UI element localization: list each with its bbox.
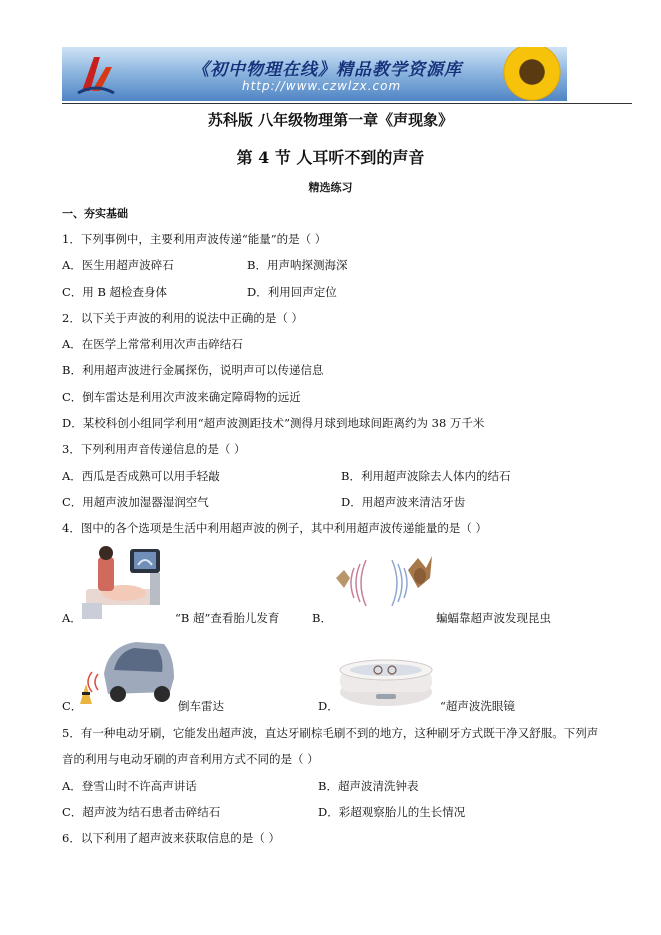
q1-option-a: A．医生用超声波碎石: [62, 258, 174, 272]
q5-option-a: A．登雪山时不许高声讲话: [62, 779, 197, 793]
q4-option-d-caption: “超声波洗眼镜: [440, 699, 515, 713]
q4-option-a-caption: “B 超”查看胎儿发育: [175, 611, 280, 625]
section-title: 第 4 节 人耳听不到的声音: [236, 148, 425, 167]
subtitle: 精选练习: [308, 181, 353, 194]
q4-option-b-letter: B．: [312, 611, 332, 625]
q4-option-b-caption: 蝙蝠靠超声波发现昆虫: [436, 611, 551, 625]
q5-option-b: B．超声波清洗钟表: [318, 779, 419, 793]
q1-option-d: D．利用回声定位: [247, 285, 337, 299]
document-title: 苏科版 八年级物理第一章《声现象》: [207, 111, 454, 129]
q2-option-a: A．在医学上常常利用次声击碎结石: [62, 337, 243, 351]
q4-option-c-letter: C．: [62, 699, 83, 713]
q2-stem: 2．以下关于声波的利用的说法中正确的是（ ）: [62, 311, 303, 325]
header-banner: [62, 47, 567, 101]
q4-option-c-caption: 倒车雷达: [178, 699, 224, 713]
q2-option-c: C．倒车雷达是利用次声波来确定障碍物的远近: [62, 390, 301, 404]
q6-stem: 6．以下利用了超声波来获取信息的是（ ）: [62, 831, 280, 845]
bat-echolocation-image: [332, 548, 436, 618]
header-rule: [62, 103, 632, 104]
q4-stem: 4．图中的各个选项是生活中利用超声波的例子，其中利用超声波传递能量的是（ ）: [62, 521, 487, 535]
banner-title: 《初中物理在线》精品教学资源库: [192, 60, 462, 80]
q4-option-a-letter: A．: [62, 611, 82, 625]
q1-option-c: C．用 B 超检查身体: [62, 285, 168, 299]
ultrasound-exam-image: [80, 543, 172, 619]
q3-option-d: D．用超声波来清洁牙齿: [341, 495, 466, 509]
q5-option-c: C．超声波为结石患者击碎结石: [62, 805, 221, 819]
q5-stem-line1: 5．有一种电动牙刷，它能发出超声波，直达牙刷棕毛刷不到的地方，这种刷牙方式既干净又舒服。下列声: [62, 726, 599, 740]
q5-stem-line2: 音的利用与电动牙刷的声音利用方式不同的是（ ）: [62, 752, 319, 766]
q3-option-a: A．西瓜是否成熟可以用手轻敲: [62, 469, 220, 483]
q4-option-d-letter: D．: [318, 699, 339, 713]
banner-url: http://www.czwlzx.com: [242, 79, 402, 93]
part-heading: 一、夯实基础: [62, 207, 128, 220]
ultrasonic-cleaner-image: [336, 652, 436, 710]
q3-option-b: B．利用超声波除去人体内的结石: [341, 469, 511, 483]
q1-stem: 1．下列事例中，主要利用声波传递“能量”的是（ ）: [62, 232, 327, 246]
sunflower-image: [501, 47, 563, 101]
q3-stem: 3．下列利用声音传递信息的是（ ）: [62, 442, 246, 456]
q1-option-b: B．用声呐探测海深: [247, 258, 348, 272]
site-logo-icon: [76, 53, 116, 95]
car-reversing-radar-image: [74, 634, 178, 710]
q2-option-b: B．利用超声波进行金属探伤，说明声可以传递信息: [62, 363, 324, 377]
q5-option-d: D．彩超观察胎儿的生长情况: [318, 805, 466, 819]
q3-option-c: C．用超声波加湿器湿润空气: [62, 495, 209, 509]
q2-option-d: D．某校科创小组同学利用“超声波测距技术”测得月球到地球间距离约为 38 万千米: [62, 416, 485, 430]
